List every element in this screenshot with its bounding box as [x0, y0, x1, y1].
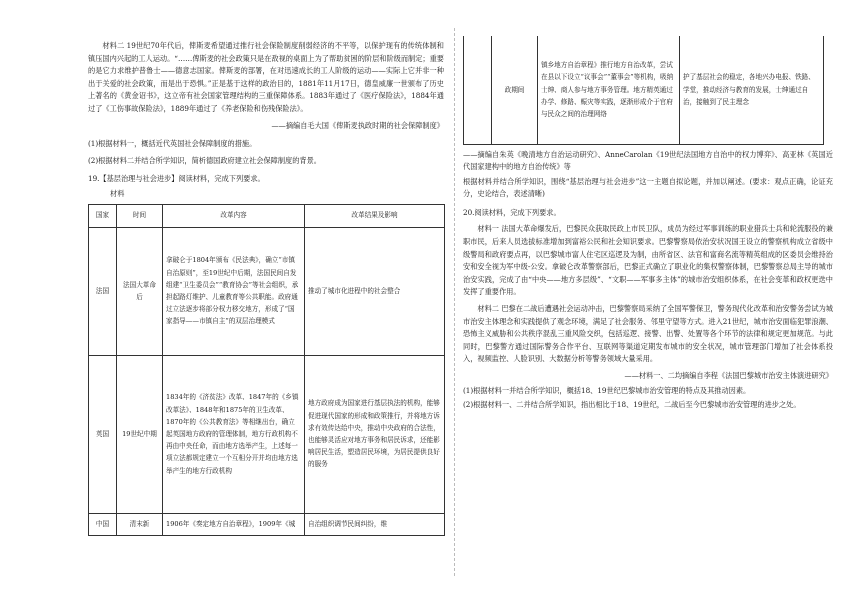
cell-time: 19世纪中期	[117, 355, 163, 513]
material-one-paragraph: 材料一 法国大革命爆发后，巴黎民众获取民政上市民卫队，成员为经过军事训练的职业猎兵士兵和轮流服役的兼职市民，后来人员选拔标准增加到富裕公民和社会知识要求。巴黎警察局依治安状况国王设立的警察机构成立省级中级警局和政府要点再，以巴黎城市富人住宅区巡逻及为制，由所省区、法官和富商名流等精英组成的区委员会维持治安和安全视为军中级-公安。拿破仑改革警察部后，巴黎正式确立了职业化的集权警察体制，巴黎警察总局主导的城市治安实践，完成了由“中央——地方多层级”、“文职——军事多主体”的城市治安组织体系，在社会变革和政权更迭中发挥了重要作用。	[463, 224, 833, 297]
question-19-title: 19.【基层治理与社会进步】阅读材料，完成下列要求。	[88, 174, 265, 184]
question-2: (2)根据材料二并结合所学知识，简析德国政府建立社会保障制度的背景。	[88, 155, 321, 165]
cell-content: 镇乡地方自治章程》推行地方自治改革，尝试在县以下设立“议事会”“董事会”等机构，吸纳士绅、商人参与地方事务管理。地方精英通过办学、修路、赈灾等实践，逐渐形成介于官府与民众之间的治理网络	[538, 36, 680, 144]
question-1: (1)根据材料一，概括近代英国社会保障制度的措施。	[88, 139, 257, 149]
cell-content: 1834年的《济贫法》改革、1847年的《乡镇改革法》、1848年和1875年的卫生改革、1870年的《公共教育法》等相继出台，确立起英国地方政府的管理体制，地方行政机构不再由中央任命，而由地方选举产生，上述每一项立法都规定建立一个互相分开并均由地方选举产生的地方行政机构	[163, 355, 305, 513]
material-two-paragraph: 材料二 巴黎在二战后遭遇社会运动冲击，巴黎警察局采纳了全国军警保卫，警务现代化改革和治安警务尝试为城市治安主体理念和实践提供了观念环境，满足了社会服务、邻里守望等方式。进入21世纪，城市治安面临犯罪浪潮、恐怖主义威胁和公共秩序混乱三重风险交织，包括巡逻、接警、出警、处置等各个环节的法律和规定更加规范。与此同时，巴黎警方通过国际警务合作平台、互联网等渠道定期发布城市的安全状况，城市管理部门增加了社会体系投入，视频监控、人脸识别、大数据分析等警务领域大量采用。	[463, 304, 833, 364]
cell-time: 政期间	[492, 36, 538, 144]
header-country: 国家	[89, 204, 117, 227]
cell-effect: 地方政府成为国家进行基层执法的机构，能够促进现代国家的形成和政策推行，并将地方诉求有效传达给中央，推动中央政府的合法性，也能够灵活应对地方事务和居民诉求，还能影响居民生活，塑造居民环境，为居民提供良好的服务	[305, 355, 445, 513]
column-divider	[454, 28, 455, 576]
material-label: 材料	[110, 188, 125, 198]
cell-time: 法国大革命后	[117, 227, 163, 355]
table-row	[89, 513, 445, 535]
cell-effect: 自治组织调节民间纠纷，维	[305, 513, 445, 535]
right-column	[463, 0, 833, 412]
cell-country: 法国	[89, 227, 117, 355]
cell-country: 英国	[89, 355, 117, 513]
reform-table-continued	[463, 36, 824, 145]
cell-time: 清末新	[117, 513, 163, 535]
cell-content: 1906年《奏定地方自治章程》，1909年《城	[163, 513, 305, 535]
source-citation: ——摘编自朱英《晚清地方自治运动研究》、AnneCarolan《19世纪法国地方自治中的权力博弈》、高亚林《英国近代国家建构中的地方自治传统》等	[463, 149, 833, 172]
source-citation: ——摘编自毛大国《俾斯麦执政时期的社会保障制度》	[271, 120, 444, 130]
cell-content: 拿破仑于1804年颁布《民法典》，确立“市镇自治原则”，至19世纪中后期，法国民间自发组建“卫生委员会”“教育协会”等社会组织，承担起路灯维护、儿童教育等公共职能。政府通过立法逐步将部分权力移交地方，形成了“国家指导——市镇自主”的双层治理模式	[163, 227, 305, 355]
question-19-prompt: 根据材料并结合所学知识，围绕“基层治理与社会进步”这一主题自拟论题，并加以阐述。(要求：观点正确，论证充分，史论结合，表述清晰)	[463, 176, 833, 199]
question-20-title: 20.阅读材料，完成下列要求。	[463, 207, 561, 217]
table-row	[464, 36, 824, 144]
cell-effect: 护了基层社会的稳定，各地兴办电报、铁路、学堂，推动经济与教育的发展，士绅通过自治，接触到了民主理念	[680, 36, 824, 144]
header-effect: 改革结果及影响	[305, 204, 445, 227]
table-row	[89, 355, 445, 513]
table-header-row	[89, 204, 445, 227]
cell-country	[464, 36, 492, 144]
material-two-paragraph: 材料二 19世纪70年代后，俾斯麦希望通过推行社会保险制度削弱经济的不平等，以保护现有的传统体制和镇压国内兴起的工人运动。“……俾斯麦的社会政策只是在敌视的桌面上为了帮助贫困的阶层和阶级而制定；重要的是它力求维护普鲁士——德意志国家。俾斯麦的部署，在对迅速成长的工人阶级的运动——实际上它并非一种出于关爱的社会政策，而是出于恐惧。”正是基于这样的政治目的，1881年11月17日，德皇威廉一世颁布了历史上著名的《黄金诏书》，这立帝有社会国家管理结构的三重保障体系。1883年通过了《医疗保险法》，1884年通过了《工伤事故保险法》，1889年通过了《养老保险和伤残保险法》。	[88, 41, 444, 113]
left-column	[88, 0, 444, 536]
table-row	[89, 227, 445, 355]
reform-table	[88, 204, 445, 536]
source-citation: ——材料一、二均摘编自李程《法国巴黎城市治安主体演进研究》	[624, 371, 833, 380]
cell-country: 中国	[89, 513, 117, 535]
cell-effect: 推动了城市化进程中的社会整合	[305, 227, 445, 355]
header-content: 改革内容	[163, 204, 305, 227]
question-2: (2)根据材料一、二并结合所学知识，指出相比于18、19世纪，二战后至今巴黎城市治安管理的进步之处。	[463, 400, 801, 410]
header-time: 时间	[117, 204, 163, 227]
question-1: (1)根据材料一并结合所学知识，概括18、19世纪巴黎城市治安管理的特点及其推动因素。	[463, 385, 751, 395]
